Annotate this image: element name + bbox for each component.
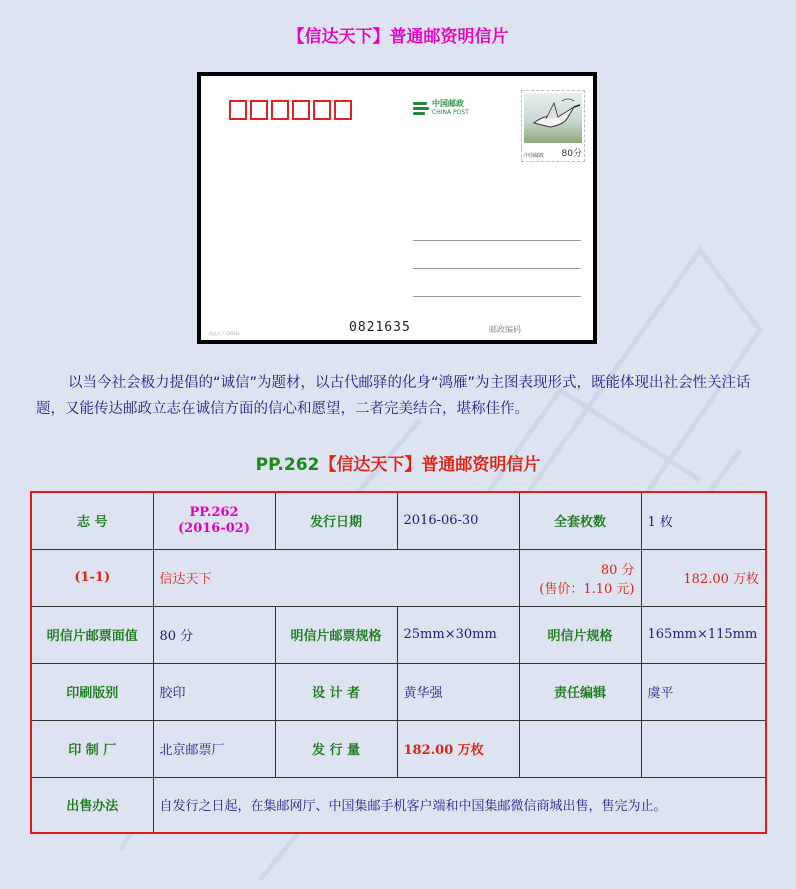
value-item-price [519, 549, 641, 606]
postage-stamp [521, 90, 585, 162]
zip-box [229, 100, 247, 120]
section-title-name: 【信达天下】普通邮资明信片 [319, 455, 541, 475]
stamp-text: 中国邮政 [524, 153, 545, 159]
value-item-name: 信达天下 [153, 549, 519, 606]
value-face-value: 80 分 [153, 606, 275, 663]
zip-box [292, 100, 310, 120]
label-set-count: 全套枚数 [519, 492, 641, 549]
logo-text-cn: 中国邮政 [432, 99, 464, 108]
page-title: 【信达天下】普通邮资明信片 [287, 27, 509, 47]
label-editor: 责任编辑 [519, 663, 641, 720]
postcard-tiny-label: 信达天下 (2016) [209, 331, 240, 336]
address-line [413, 240, 581, 241]
label-print-run: 发 行 量 [275, 720, 397, 777]
label-issue-date: 发行日期 [275, 492, 397, 549]
postal-code-label: 邮政编码 [489, 325, 521, 334]
table-row [31, 777, 766, 833]
value-card-size: 165mm×115mm [641, 606, 766, 663]
table-row [31, 606, 766, 663]
zip-box [250, 100, 268, 120]
value-sale-method: 自发行之日起，在集邮网厅、中国集邮手机客户端和中国集邮微信商城出售，售完为止。 [153, 777, 766, 833]
value-printer: 北京邮票厂 [153, 720, 275, 777]
logo-text-en: CHINA POST [432, 109, 469, 116]
value-item-quantity: 182.00 万枚 [641, 549, 766, 606]
label-print-method: 印刷版别 [31, 663, 153, 720]
empty-cell [641, 720, 766, 777]
item-sale-price: (售价：1.10 元) [539, 581, 635, 597]
zip-box [271, 100, 289, 120]
value-stamp-size: 25mm×30mm [397, 606, 519, 663]
address-line [413, 296, 581, 297]
value-designer: 黄华强 [397, 663, 519, 720]
value-print-method: 胶印 [153, 663, 275, 720]
zip-box [334, 100, 352, 120]
label-printer: 印 制 厂 [31, 720, 153, 777]
label-designer: 设 计 者 [275, 663, 397, 720]
stamp-value: 80分 [561, 149, 582, 159]
value-issue-number [153, 492, 275, 549]
value-item-index: (1-1) [31, 549, 153, 606]
label-sale-method: 出售办法 [31, 777, 153, 833]
empty-cell [519, 720, 641, 777]
label-issue-number: 志 号 [31, 492, 153, 549]
section-title [0, 450, 796, 475]
value-print-run: 182.00 万枚 [397, 720, 519, 777]
postal-code-boxes [229, 100, 352, 120]
item-face-value: 80 分 [600, 562, 635, 578]
zip-box [313, 100, 331, 120]
section-title-code: PP.262 [255, 455, 320, 475]
table-row [31, 663, 766, 720]
label-face-value: 明信片邮票面值 [31, 606, 153, 663]
postcard-image [197, 72, 597, 344]
china-post-logo [413, 100, 469, 116]
value-issue-date: 2016-06-30 [397, 492, 519, 549]
value-set-count: 1 枚 [641, 492, 766, 549]
table-row [31, 549, 766, 606]
goose-stamp-art [524, 93, 582, 143]
label-card-size: 明信片规格 [519, 606, 641, 663]
china-post-icon [413, 100, 429, 116]
description-paragraph: 以当今社会极力提倡的“诚信”为题材，以古代邮驿的化身“鸿雁”为主图表现形式，既能体现出社会性关注话题，又能传达邮政立志在诚信方面的信心和愿望，二者完美结合，堪称佳作。 [36, 375, 751, 417]
label-stamp-size: 明信片邮票规格 [275, 606, 397, 663]
stamp-info-table [30, 491, 767, 834]
serial-number: 0821635 [349, 320, 411, 335]
issue-year: (2016-02) [178, 520, 250, 536]
issue-code: PP.262 [189, 504, 239, 520]
table-row [31, 720, 766, 777]
value-editor: 虞平 [641, 663, 766, 720]
table-row [31, 492, 766, 549]
address-line [413, 268, 581, 269]
